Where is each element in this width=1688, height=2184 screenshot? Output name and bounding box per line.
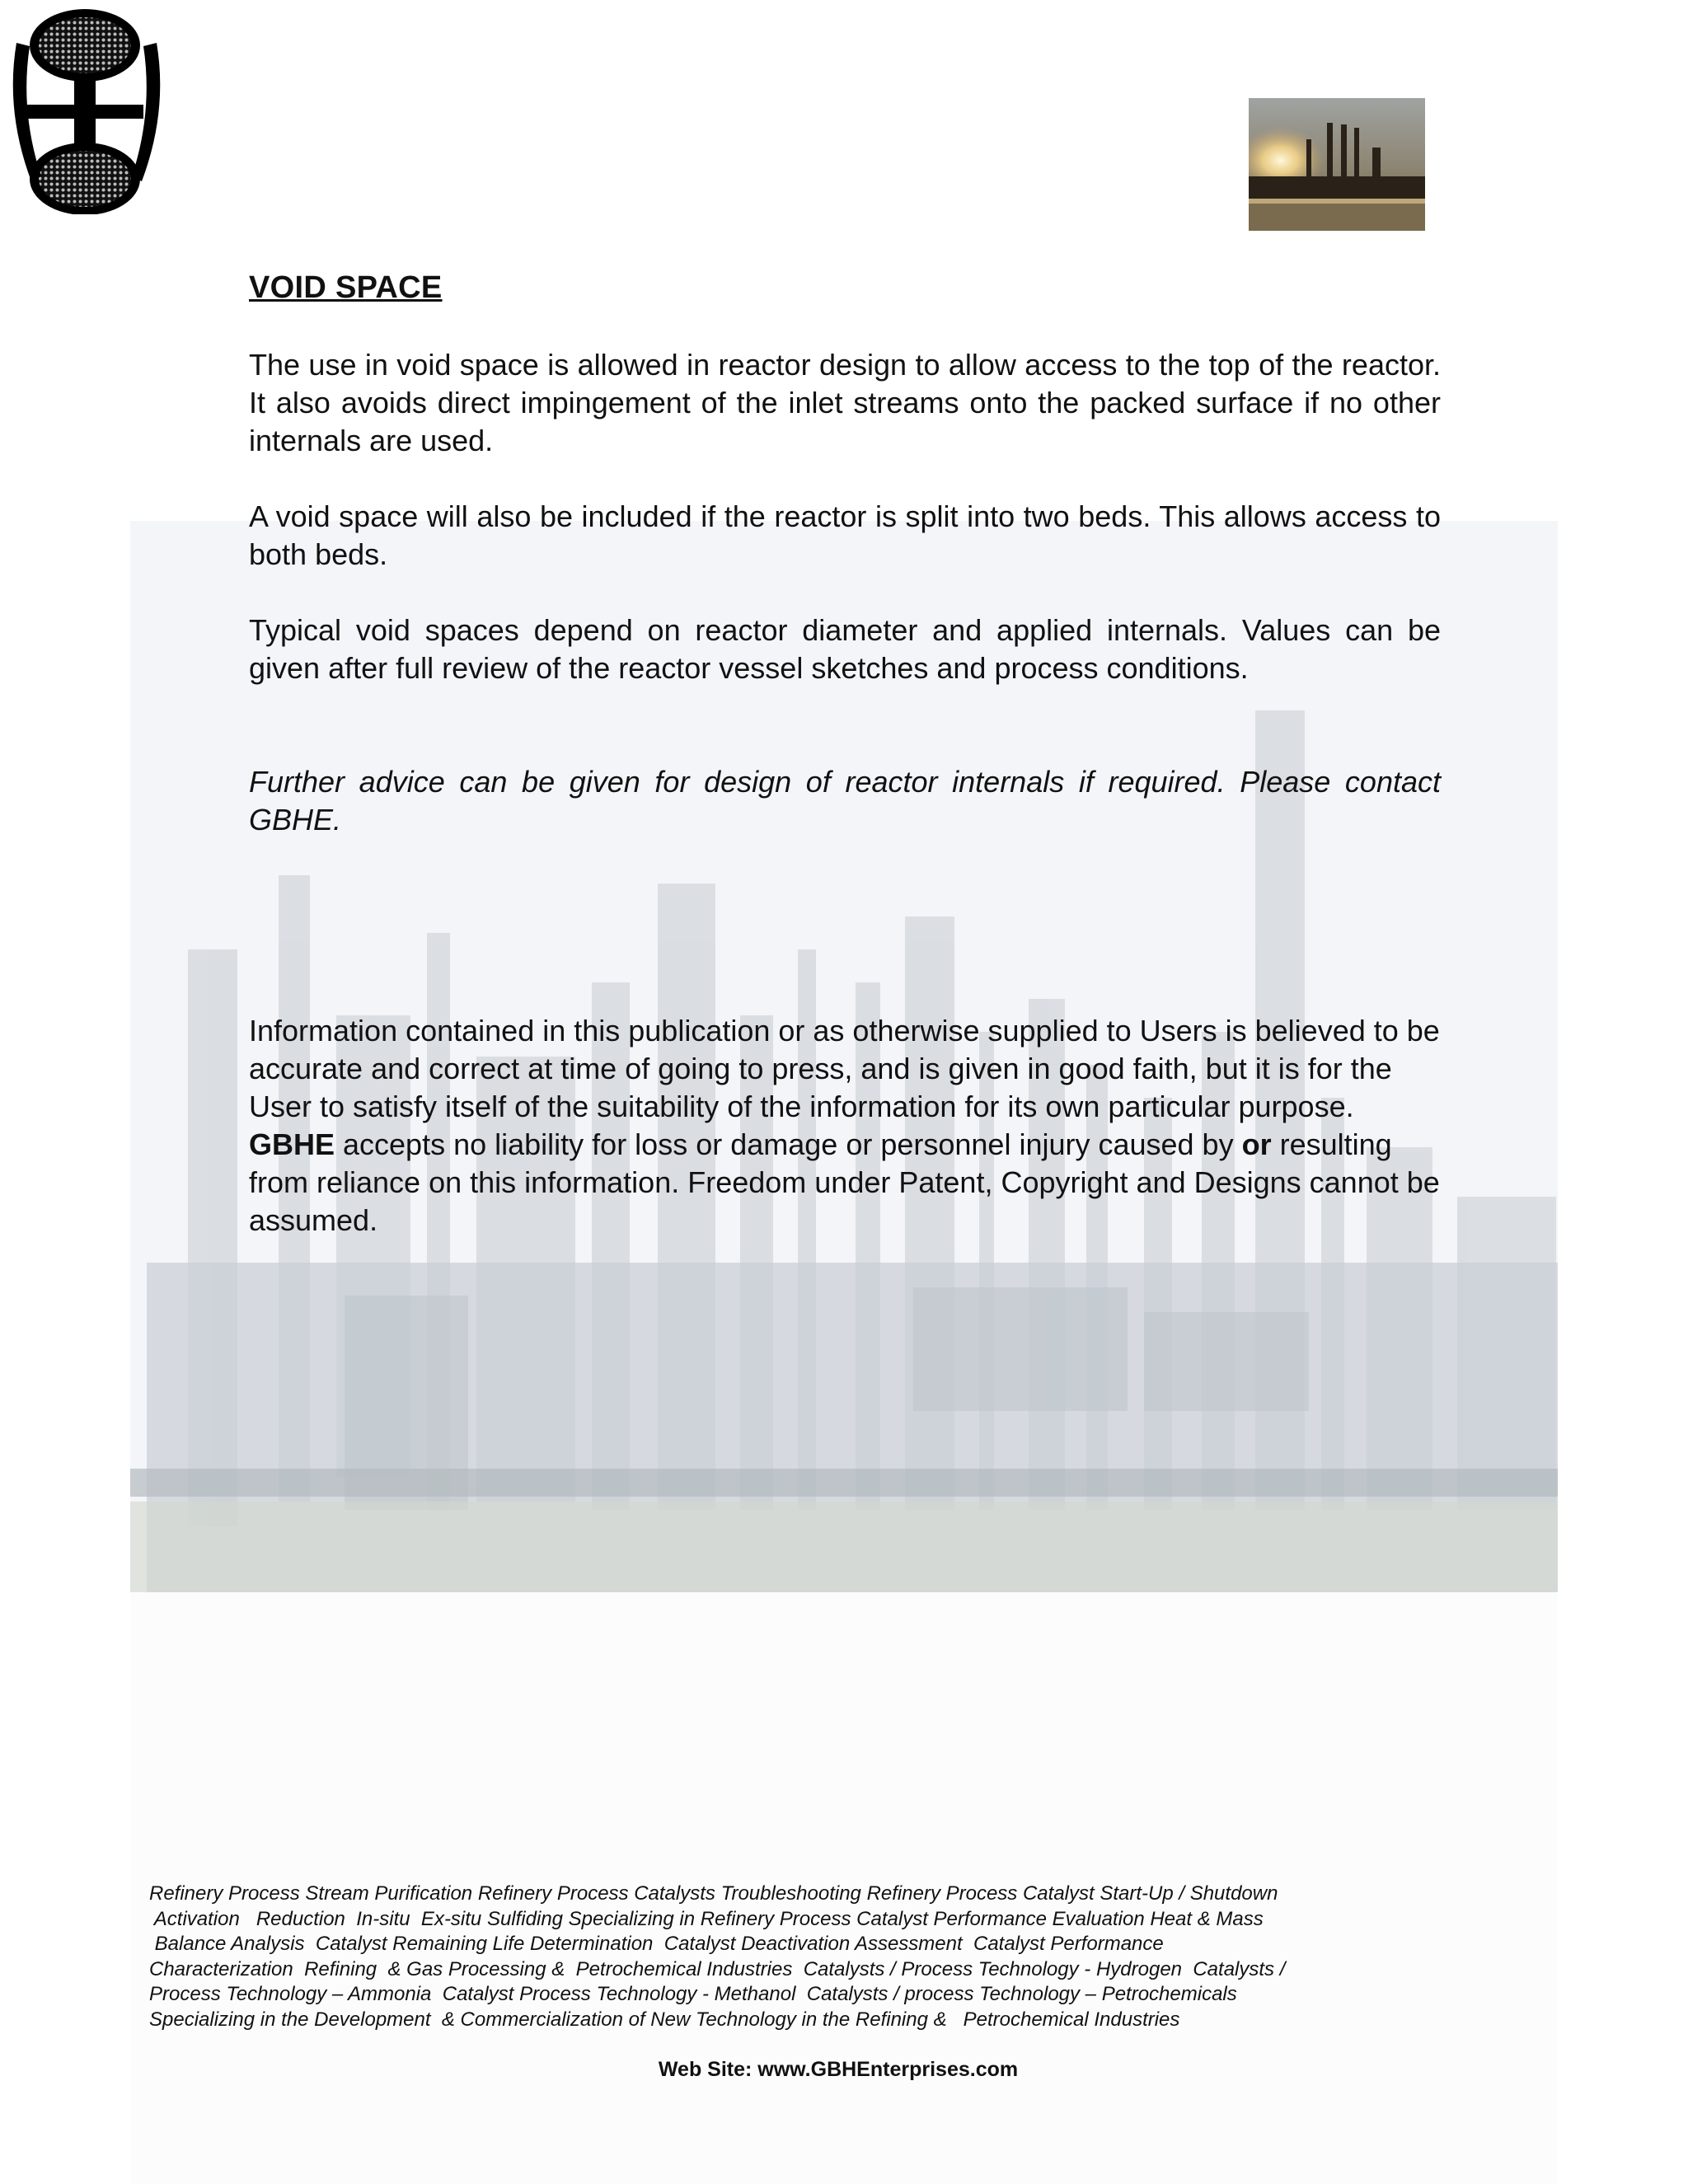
footer-services-line: Activation Reduction In-situ Ex-situ Sulfiding Specializing in Refinery Process Catalyst Performance Evaluation Heat & Mass bbox=[149, 1907, 1264, 1930]
paragraph-2: A void space will also be included if the reactor is split into two beds. This allows access to both beds. bbox=[249, 499, 1441, 571]
disclaimer-text-1: Information contained in this publication or as otherwise supplied to Users is believed to be accurate and correct at time of going to press, and is given in good faith, but it is for the User to satisfy itself of the suitability of the information for its own particular purpose. bbox=[249, 1014, 1440, 1123]
footer-services-line: Specializing in the Development & Commercialization of New Technology in the Refining & Petrochemical Industries bbox=[149, 2008, 1180, 2031]
disclaimer-text-3: resulting from reliance on this information. Freedom under Patent, Copyright and Designs cannot be assumed. bbox=[249, 1127, 1440, 1237]
disclaimer-text-2: accepts no liability for loss or damage or personnel injury caused by bbox=[335, 1127, 1242, 1161]
gbhe-emblem-icon bbox=[8, 8, 165, 214]
website-link[interactable]: Web Site: www.GBHEnterprises.com bbox=[658, 2058, 1019, 2081]
section-title: VOID SPACE bbox=[249, 270, 443, 305]
disclaimer bbox=[249, 1012, 1441, 1240]
disclaimer-or: or bbox=[1241, 1127, 1272, 1161]
footer-services-line: Characterization Refining & Gas Processing & Petrochemical Industries Catalysts / Process Technology - Hydrogen Catalysts / bbox=[149, 1957, 1286, 1980]
footer-services-line: Refinery Process Stream Purification Refinery Process Catalysts Troubleshooting Refinery Process Catalyst Start-Up / Shutdown bbox=[149, 1882, 1278, 1905]
refinery-sunset-photo bbox=[1249, 98, 1425, 231]
paragraph-contact: Further advice can be given for design of reactor internals if required. Please contact GBHE. bbox=[249, 765, 1441, 837]
paragraph-3: Typical void spaces depend on reactor diameter and applied internals. Values can be given after full review of the reactor vessel sketches and process conditions. bbox=[249, 613, 1441, 685]
footer-services-line: Process Technology – Ammonia Catalyst Process Technology - Methanol Catalysts / process Technology – Petrochemicals bbox=[149, 1983, 1237, 2005]
disclaimer-company-name: GBHE bbox=[249, 1127, 335, 1161]
footer-services bbox=[149, 1882, 1435, 2032]
paragraph-1: The use in void space is allowed in reactor design to allow access to the top of the reactor. It also avoids direct impingement of the inlet streams onto the packed surface if no other internals are used. bbox=[249, 348, 1441, 457]
footer-services-line: Balance Analysis Catalyst Remaining Life Determination Catalyst Deactivation Assessment Catalyst Performance bbox=[149, 1933, 1164, 1955]
